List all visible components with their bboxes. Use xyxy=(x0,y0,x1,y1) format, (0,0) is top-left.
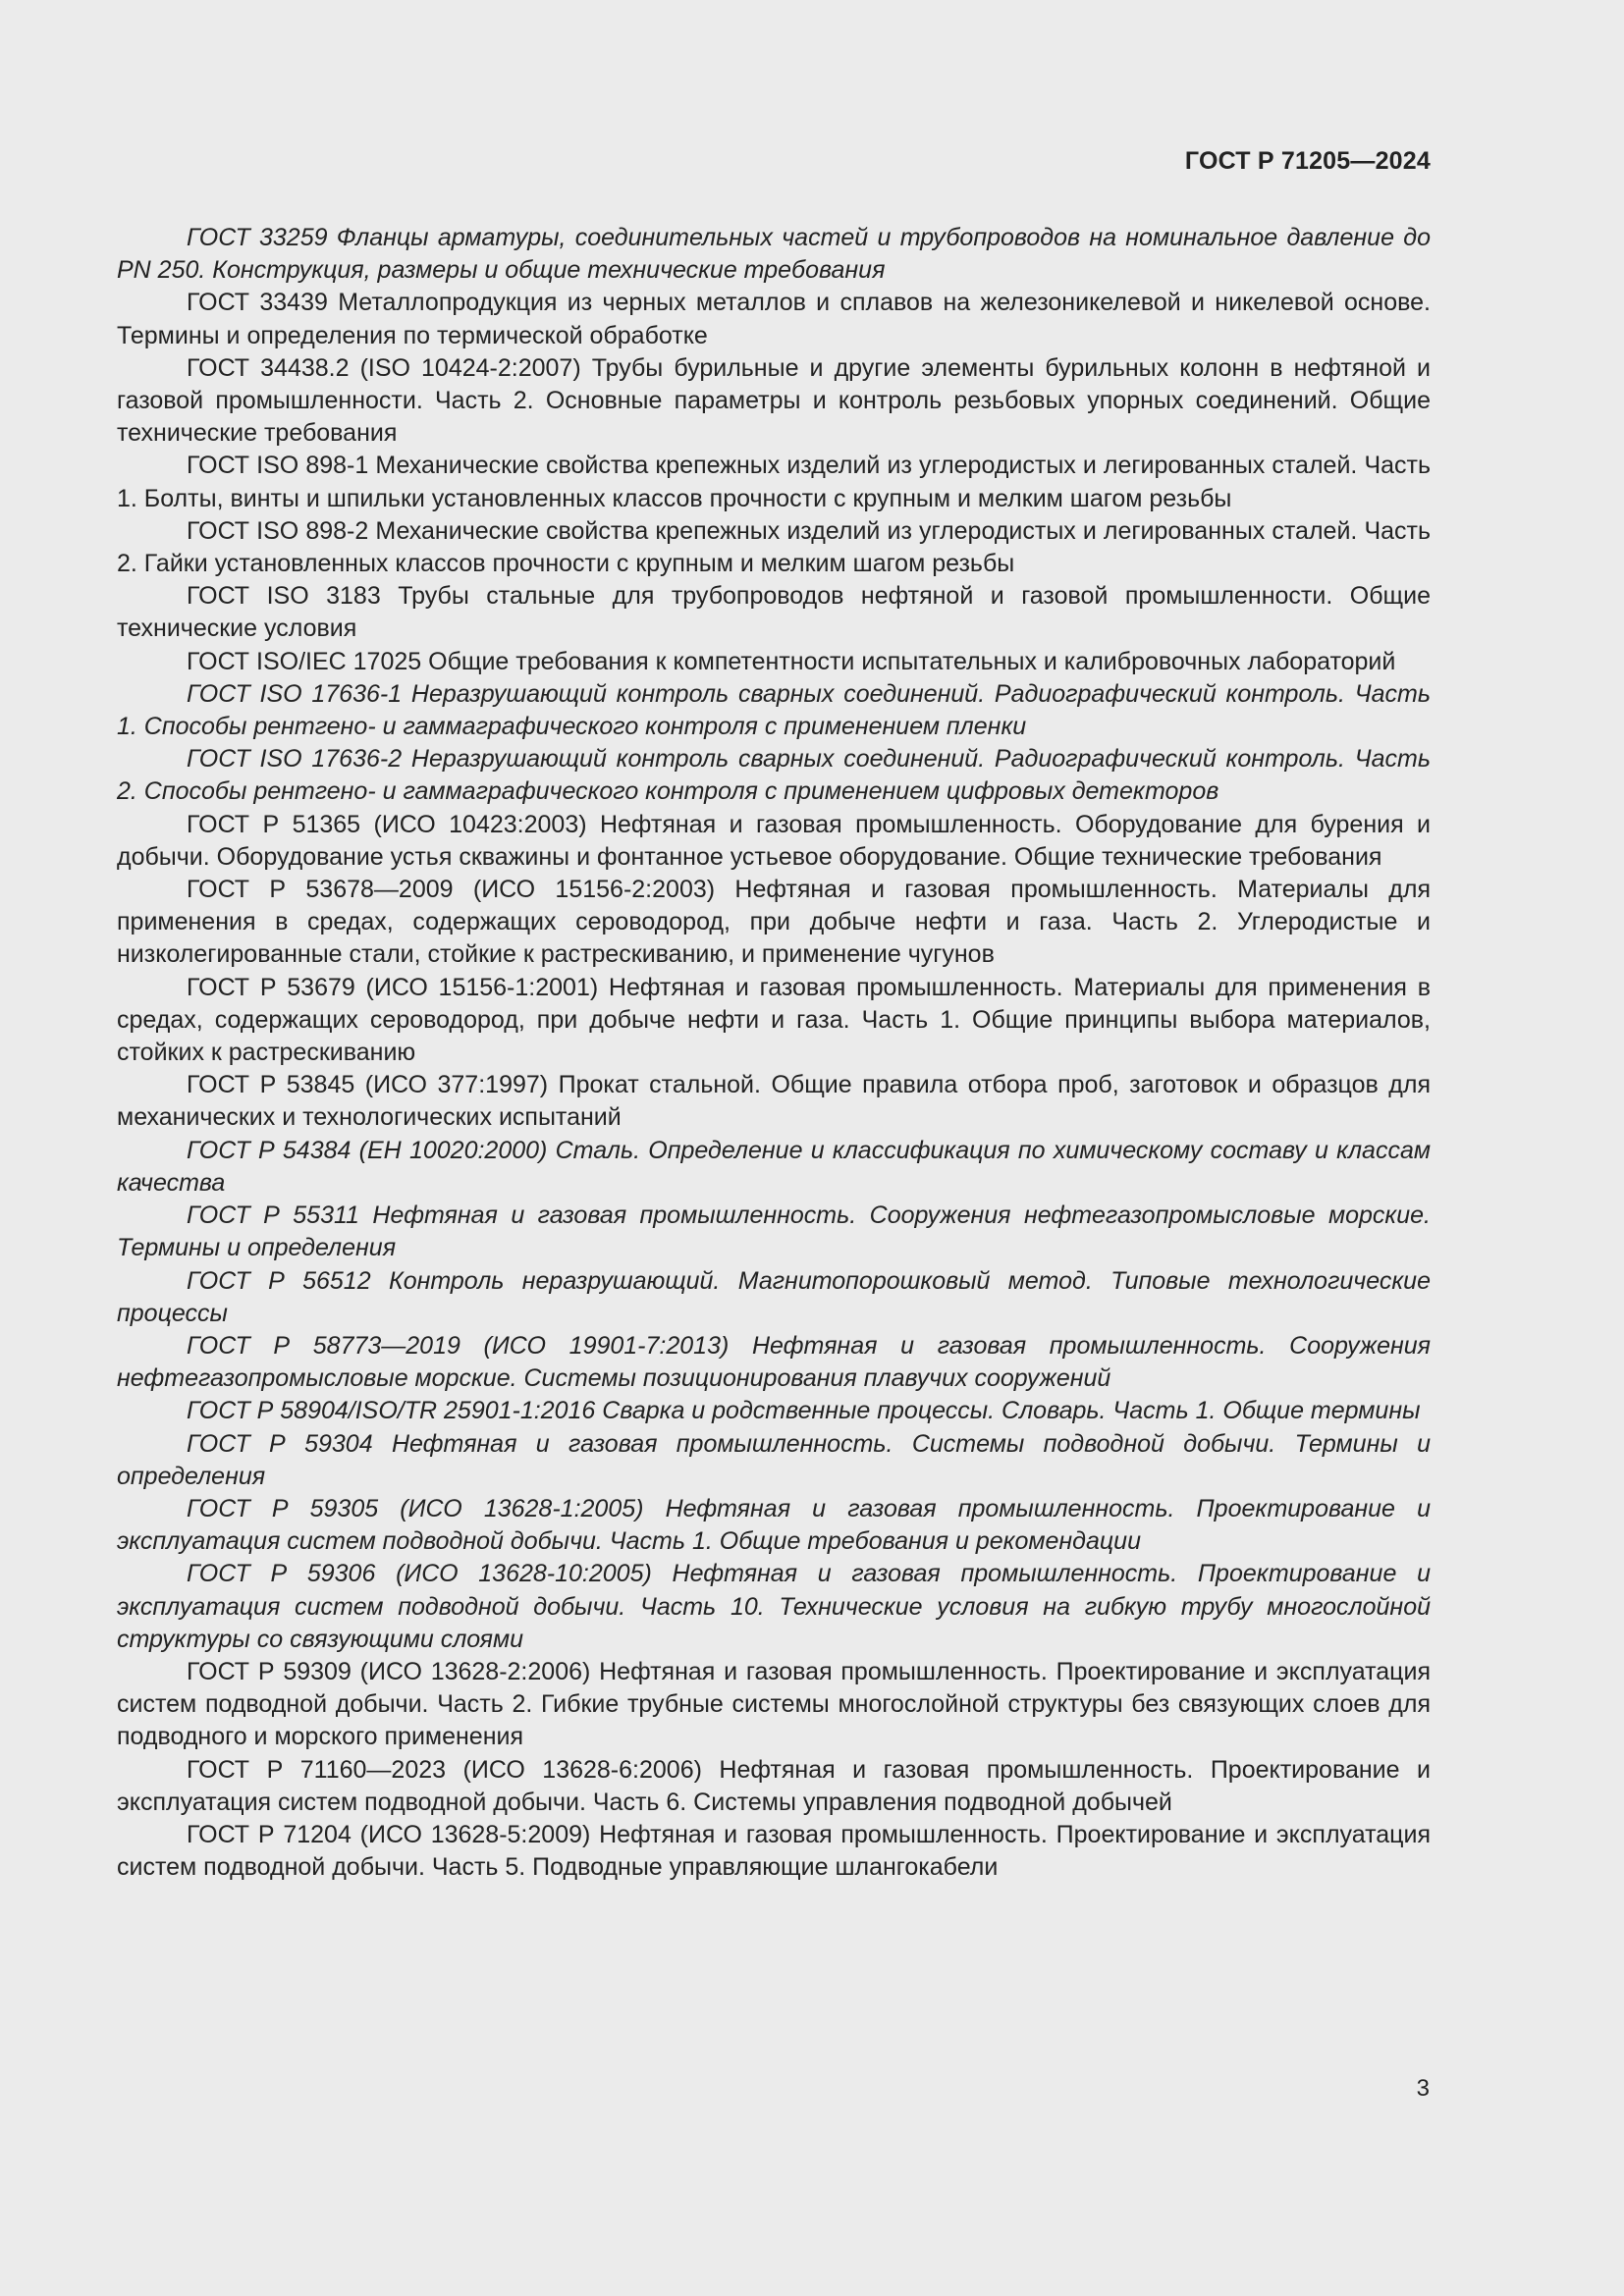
reference-item: ГОСТ ISO 898-2 Механические свойства крепежных изделий из углеродистых и легированных сталей. Часть 2. Гайки установленных классов прочности с крупным и мелким шагом резьбы xyxy=(117,516,1431,578)
reference-item: ГОСТ Р 59309 (ИСО 13628-2:2006) Нефтяная и газовая промышленность. Проектирование и эксплуатация систем подводной добычи. Часть 2. Гибкие трубные системы многослойной структуры без связующих слоев для подводного и морского применения xyxy=(117,1657,1431,1751)
reference-item: ГОСТ ISO 17636-1 Неразрушающий контроль сварных соединений. Радиографический контроль. Часть 1. Способы рентгено- и гаммаграфического контроля с применением пленки xyxy=(117,679,1431,741)
reference-item: ГОСТ ISO 3183 Трубы стальные для трубопроводов нефтяной и газовой промышленности. Общие технические условия xyxy=(117,582,1431,643)
reference-item: ГОСТ Р 55311 Нефтяная и газовая промышленность. Сооружения нефтегазопромысловые морские. Термины и определения xyxy=(117,1201,1431,1262)
reference-item: ГОСТ Р 51365 (ИСО 10423:2003) Нефтяная и газовая промышленность. Оборудование для бурения и добычи. Оборудование устья скважины и фонтанное устьевое оборудование. Общие технические требования xyxy=(117,810,1431,871)
reference-item: ГОСТ ISO/IEC 17025 Общие требования к компетентности испытательных и калибровочных лабораторий xyxy=(187,647,1396,675)
document-code-header: ГОСТ Р 71205—2024 xyxy=(1184,147,1431,175)
reference-item: ГОСТ Р 53678—2009 (ИСО 15156-2:2003) Нефтяная и газовая промышленность. Материалы для применения в средах, содержащих сероводород, при добыче нефти и газа. Часть 2. Углеродистые и низколегированные стали, стойкие к растрескиванию, и применение чугунов xyxy=(117,876,1431,969)
reference-item: ГОСТ 33439 Металлопродукция из черных металлов и сплавов на железоникелевой и никелевой основе. Термины и определения по термической обработке xyxy=(117,289,1431,349)
reference-item: ГОСТ ISO 17636-2 Неразрушающий контроль сварных соединений. Радиографический контроль. Часть 2. Способы рентгено- и гаммаграфического контроля с применением цифровых детекторов xyxy=(117,745,1431,806)
reference-item: ГОСТ Р 71160—2023 (ИСО 13628-6:2006) Нефтяная и газовая промышленность. Проектирование и эксплуатация систем подводной добычи. Часть 6. Системы управления подводной добычей xyxy=(117,1755,1431,1816)
reference-item: ГОСТ Р 58904/ISO/TR 25901-1:2016 Сварка и родственные процессы. Словарь. Часть 1. Общие термины xyxy=(187,1397,1421,1425)
page-number: 3 xyxy=(1416,2075,1430,2102)
reference-item: ГОСТ Р 53845 (ИСО 377:1997) Прокат стальной. Общие правила отбора проб, заготовок и образцов для механических и технологических испытаний xyxy=(117,1071,1431,1132)
reference-item: ГОСТ 34438.2 (ISO 10424-2:2007) Трубы бурильные и другие элементы бурильных колонн в нефтяной и газовой промышленности. Часть 2. Основные параметры и контроль резьбовых упорных соединений. Общие технические требования xyxy=(117,353,1431,448)
reference-item: ГОСТ Р 59306 (ИСО 13628-10:2005) Нефтяная и газовая промышленность. Проектирование и эксплуатация систем подводной добычи. Часть 10. Технические условия на гибкую трубу многослойной структуры со связующими слоями xyxy=(117,1560,1431,1653)
reference-item: ГОСТ ISO 898-1 Механические свойства крепежных изделий из углеродистых и легированных сталей. Часть 1. Болты, винты и шпильки установленных классов прочности с крупным и мелким шагом резьбы xyxy=(117,452,1431,512)
normative-references-list xyxy=(117,222,1431,1884)
reference-item: ГОСТ Р 56512 Контроль неразрушающий. Магнитопорошковый метод. Типовые технологические процессы xyxy=(117,1266,1431,1327)
reference-item: ГОСТ Р 71204 (ИСО 13628-5:2009) Нефтяная и газовая промышленность. Проектирование и эксплуатация систем подводной добычи. Часть 5. Подводные управляющие шлангокабели xyxy=(117,1820,1431,1882)
reference-item: ГОСТ 33259 Фланцы арматуры, соединительных частей и трубопроводов на номинальное давление до PN 250. Конструкция, размеры и общие технические требования xyxy=(117,224,1431,285)
reference-item: ГОСТ Р 58773—2019 (ИСО 19901-7:2013) Нефтяная и газовая промышленность. Сооружения нефтегазопромысловые морские. Системы позиционирования плавучих сооружений xyxy=(117,1331,1431,1393)
reference-item: ГОСТ Р 59304 Нефтяная и газовая промышленность. Системы подводной добычи. Термины и определения xyxy=(117,1429,1431,1490)
reference-item: ГОСТ Р 53679 (ИСО 15156-1:2001) Нефтяная и газовая промышленность. Материалы для применения в средах, содержащих сероводород, при добыче нефти и газа. Часть 1. Общие принципы выбора материалов, стойких к растрескиванию xyxy=(117,973,1431,1067)
reference-item: ГОСТ Р 54384 (ЕН 10020:2000) Сталь. Определение и классификация по химическому составу и классам качества xyxy=(117,1136,1431,1197)
reference-item: ГОСТ Р 59305 (ИСО 13628-1:2005) Нефтяная и газовая промышленность. Проектирование и эксплуатация систем подводной добычи. Часть 1. Общие требования и рекомендации xyxy=(117,1494,1431,1556)
